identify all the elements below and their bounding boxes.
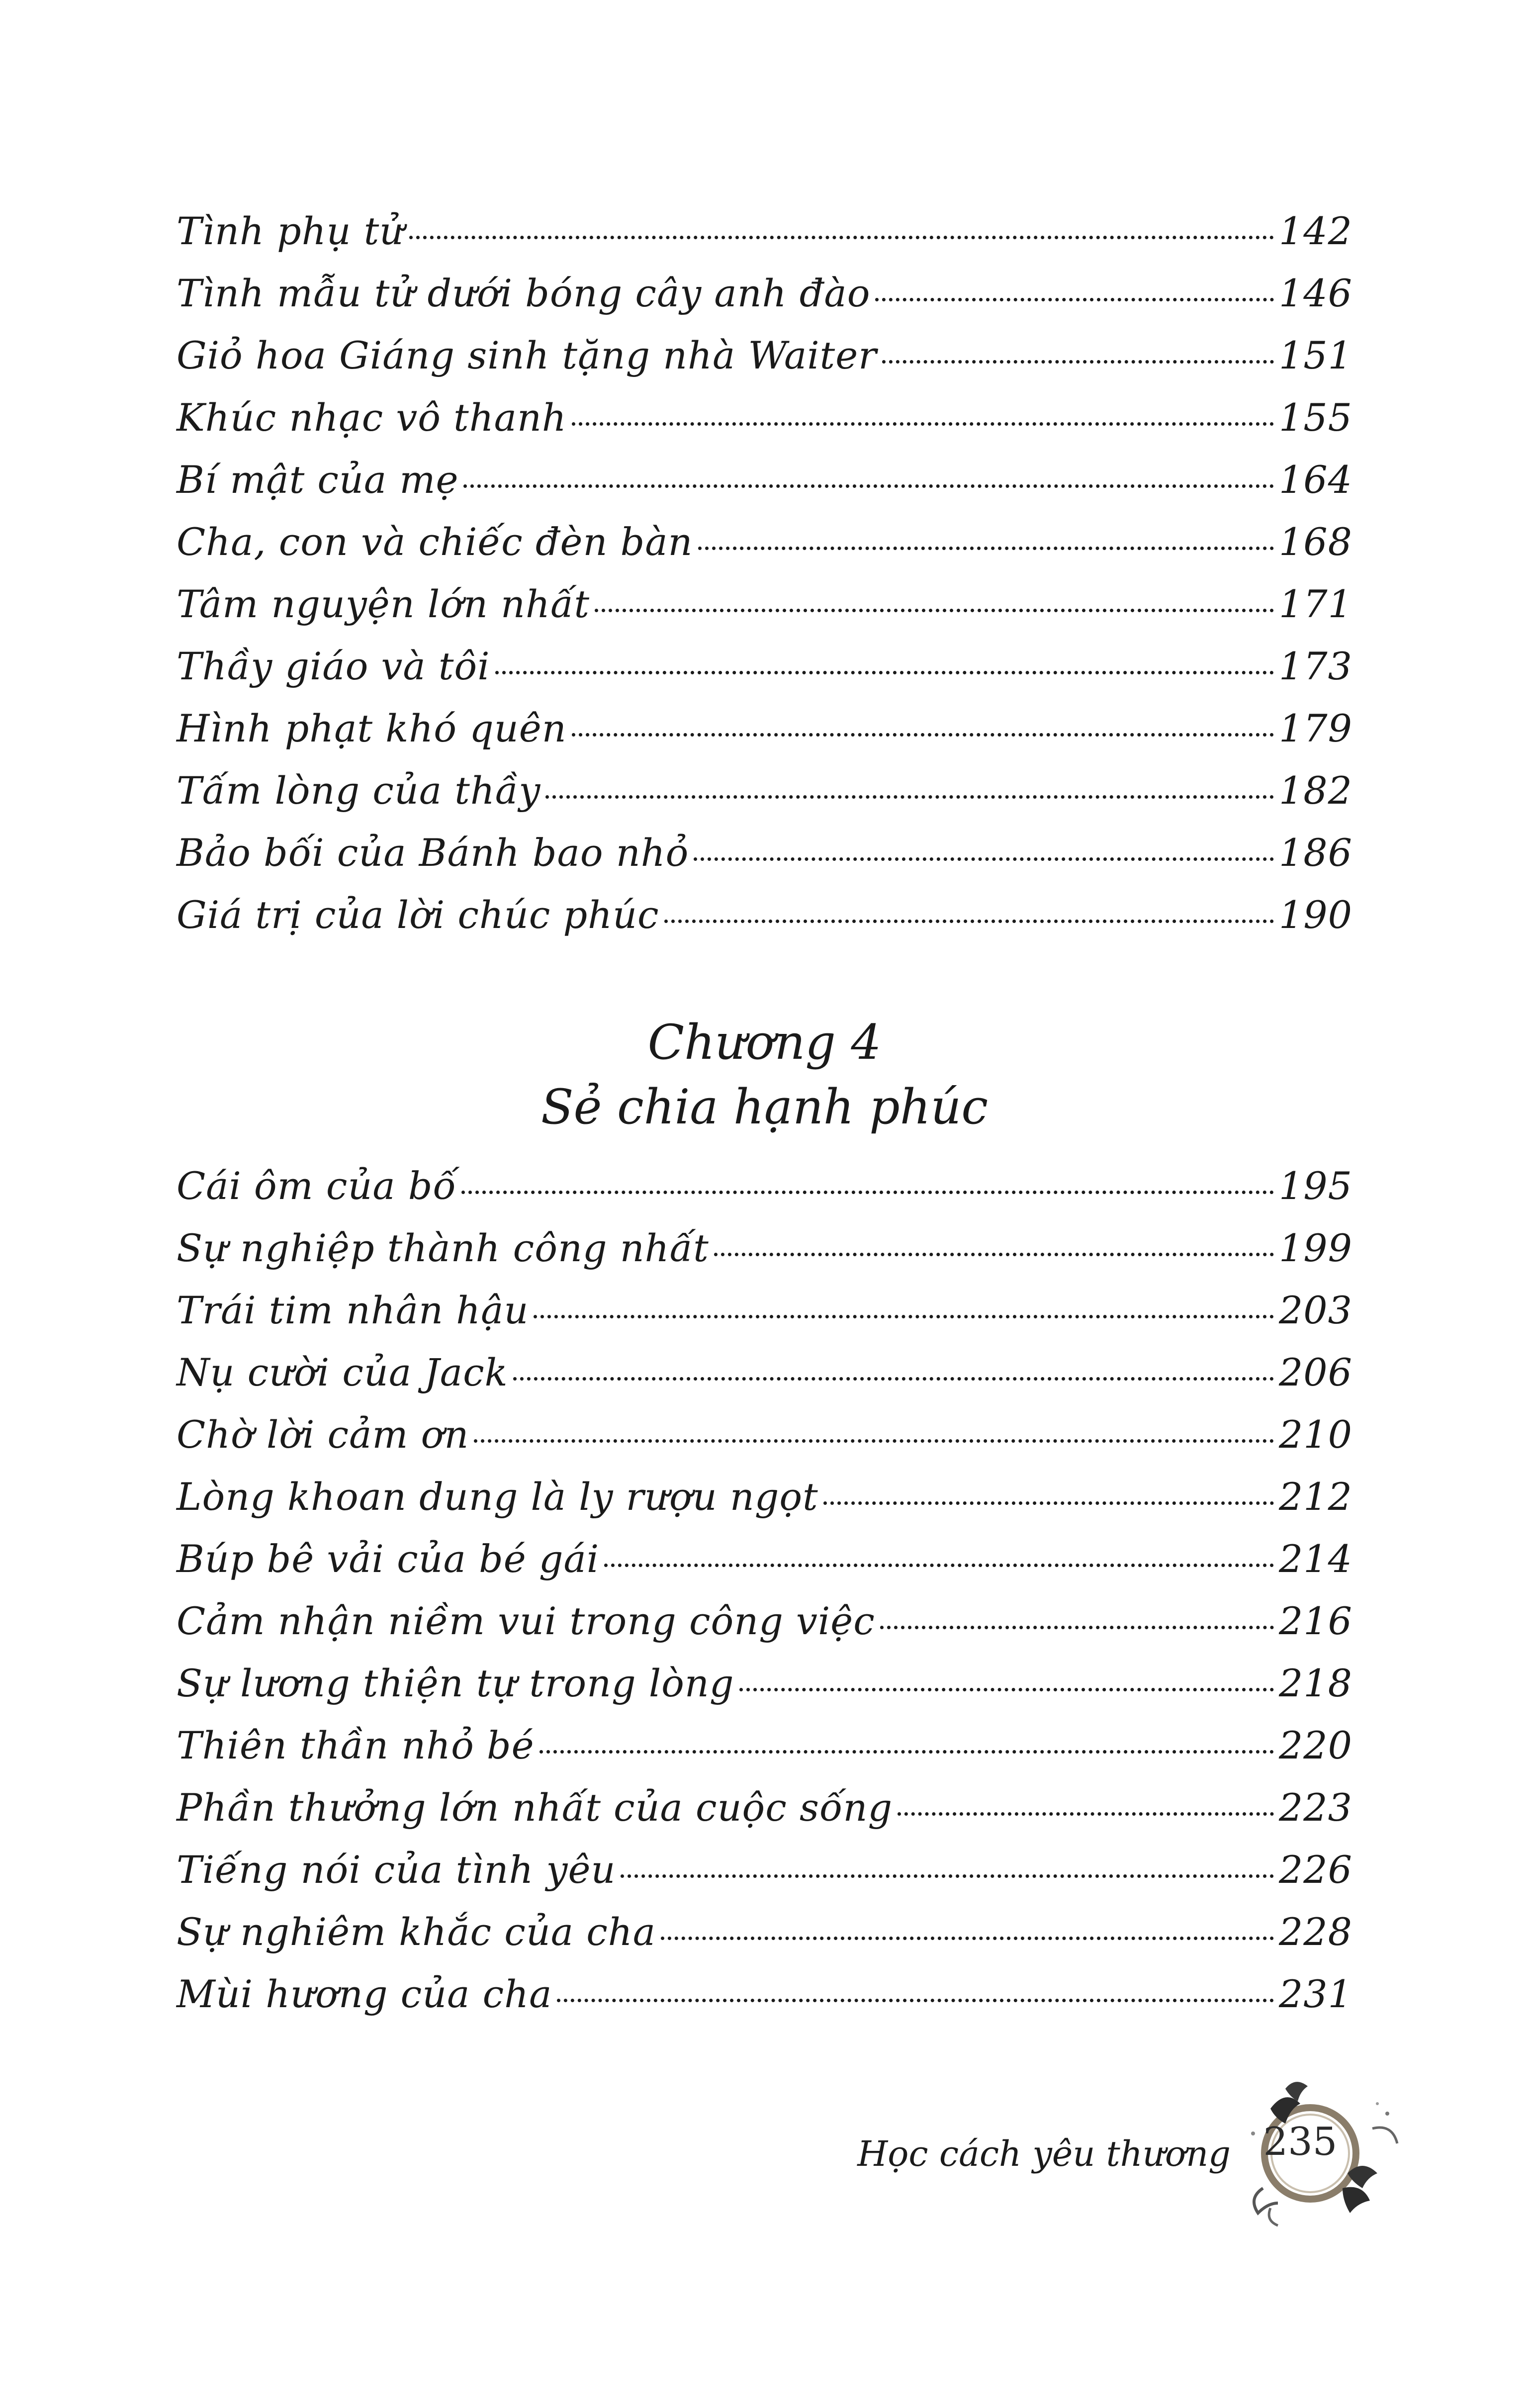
toc-entry-title: Cảm nhận niềm vui trong công việc bbox=[177, 1599, 875, 1643]
toc-entry bbox=[177, 1537, 1352, 1599]
toc-entry-page: 199 bbox=[1278, 1226, 1352, 1270]
toc-entry bbox=[177, 582, 1352, 644]
toc-entry-title: Búp bê vải của bé gái bbox=[177, 1537, 600, 1581]
page-number: 235 bbox=[1263, 2120, 1338, 2164]
chapter-number: Chương 4 bbox=[647, 1015, 882, 1070]
toc-entry-title: Tấm lòng của thầy bbox=[177, 768, 541, 813]
toc-entry-title: Phần thưởng lớn nhất của cuộc sống bbox=[177, 1785, 893, 1830]
footer-book-title: Học cách yêu thương bbox=[857, 2133, 1231, 2174]
toc-entry-title: Cha, con và chiếc đèn bàn bbox=[177, 520, 693, 564]
toc-entry bbox=[177, 1661, 1352, 1723]
toc-entry-page: 142 bbox=[1278, 209, 1352, 253]
toc-entry bbox=[177, 1350, 1352, 1412]
toc-leader-dots bbox=[882, 360, 1274, 364]
toc-entry bbox=[177, 768, 1352, 831]
toc-leader-dots bbox=[661, 1937, 1274, 1940]
toc-leader-dots bbox=[595, 609, 1274, 612]
toc-entry bbox=[177, 1785, 1352, 1848]
chapter-title: Sẻ chia hạnh phúc bbox=[540, 1079, 989, 1135]
toc-entry-page: 173 bbox=[1278, 644, 1352, 688]
toc-entry-page: 228 bbox=[1278, 1910, 1352, 1954]
toc-entry bbox=[177, 1475, 1352, 1537]
toc-entry-page: 223 bbox=[1278, 1785, 1352, 1830]
toc-entry bbox=[177, 1910, 1352, 1972]
toc-entry bbox=[177, 1848, 1352, 1910]
toc-entry-title: Thầy giáo và tôi bbox=[177, 644, 490, 688]
toc-entry bbox=[177, 458, 1352, 520]
toc-entry-page: 179 bbox=[1278, 706, 1352, 750]
toc-entry-page: 231 bbox=[1278, 1972, 1352, 2016]
toc-entry-page: 212 bbox=[1278, 1475, 1352, 1519]
toc-entry-title: Giá trị của lời chúc phúc bbox=[177, 893, 659, 937]
toc-leader-dots bbox=[604, 1564, 1274, 1567]
toc-entry bbox=[177, 1972, 1352, 2034]
toc-leader-dots bbox=[409, 236, 1274, 239]
toc-leader-dots bbox=[461, 1191, 1274, 1194]
toc-entry-title: Lòng khoan dung là ly rượu ngọt bbox=[177, 1475, 818, 1519]
toc-entry-page: 214 bbox=[1278, 1537, 1352, 1581]
toc-leader-dots bbox=[557, 1999, 1273, 2002]
toc-leader-dots bbox=[875, 298, 1273, 301]
toc-leader-dots bbox=[545, 795, 1274, 799]
toc-entry-page: 210 bbox=[1278, 1412, 1352, 1457]
toc-leader-dots bbox=[534, 1315, 1274, 1318]
toc-entry bbox=[177, 644, 1352, 706]
toc-entry-title: Hình phạt khó quên bbox=[177, 706, 567, 750]
toc-entry-title: Bảo bối của Bánh bao nhỏ bbox=[177, 831, 689, 875]
toc-leader-dots bbox=[823, 1501, 1274, 1505]
toc-leader-dots bbox=[621, 1874, 1274, 1878]
toc-entry-page: 220 bbox=[1278, 1723, 1352, 1767]
toc-entry bbox=[177, 1164, 1352, 1226]
toc-entry-title: Tình mẫu tử dưới bóng cây anh đào bbox=[177, 271, 871, 315]
toc-leader-dots bbox=[495, 671, 1274, 674]
toc-entry-page: 216 bbox=[1278, 1599, 1352, 1643]
toc-entry-page: 186 bbox=[1278, 831, 1352, 875]
toc-entry-title: Giỏ hoa Giáng sinh tặng nhà Waiter bbox=[177, 333, 877, 377]
toc-entry-page: 171 bbox=[1278, 582, 1352, 626]
toc-entry bbox=[177, 1599, 1352, 1661]
toc-entry-title: Chờ lời cảm ơn bbox=[177, 1412, 469, 1457]
toc-entry-title: Tiếng nói của tình yêu bbox=[177, 1848, 616, 1892]
toc-section-1 bbox=[177, 209, 1352, 955]
toc-leader-dots bbox=[898, 1812, 1274, 1816]
toc-entry-title: Mùi hương của cha bbox=[177, 1972, 552, 2016]
toc-leader-dots bbox=[572, 422, 1274, 426]
toc-entry-title: Cái ôm của bố bbox=[177, 1164, 457, 1208]
toc-entry bbox=[177, 395, 1352, 458]
toc-entry-title: Sự lương thiện tự trong lòng bbox=[177, 1661, 734, 1705]
toc-entry-title: Bí mật của mẹ bbox=[177, 458, 459, 502]
toc-entry-page: 164 bbox=[1278, 458, 1352, 502]
toc-leader-dots bbox=[698, 547, 1274, 550]
toc-entry-page: 195 bbox=[1278, 1164, 1352, 1208]
toc-entry-page: 151 bbox=[1278, 333, 1352, 377]
toc-entry-title: Sự nghiêm khắc của cha bbox=[177, 1910, 656, 1954]
toc-entry-page: 182 bbox=[1278, 768, 1352, 813]
toc-entry bbox=[177, 1288, 1352, 1350]
toc-entry bbox=[177, 333, 1352, 395]
toc-entry-title: Trái tim nhân hậu bbox=[177, 1288, 529, 1332]
toc-entry bbox=[177, 1226, 1352, 1288]
toc-entry-page: 168 bbox=[1278, 520, 1352, 564]
toc-entry bbox=[177, 831, 1352, 893]
toc-entry bbox=[177, 209, 1352, 271]
toc-entry-page: 203 bbox=[1278, 1288, 1352, 1332]
toc-entry bbox=[177, 1412, 1352, 1475]
toc-leader-dots bbox=[714, 1253, 1274, 1256]
toc-entry-page: 226 bbox=[1278, 1848, 1352, 1892]
toc-entry-page: 146 bbox=[1278, 271, 1352, 315]
toc-leader-dots bbox=[664, 920, 1274, 923]
toc-entry bbox=[177, 706, 1352, 768]
toc-entry-title: Thiên thần nhỏ bé bbox=[177, 1723, 535, 1767]
toc-entry-page: 218 bbox=[1278, 1661, 1352, 1705]
toc-entry-page: 190 bbox=[1278, 893, 1352, 937]
toc-leader-dots bbox=[880, 1626, 1274, 1629]
toc-entry-title: Tình phụ tử bbox=[177, 209, 405, 253]
toc-entry bbox=[177, 271, 1352, 333]
toc-leader-dots bbox=[474, 1439, 1274, 1443]
toc-leader-dots bbox=[694, 857, 1274, 861]
toc-leader-dots bbox=[463, 484, 1274, 488]
toc-entry-title: Tâm nguyện lớn nhất bbox=[177, 582, 590, 626]
toc-entry bbox=[177, 893, 1352, 955]
toc-entry-title: Khúc nhạc vô thanh bbox=[177, 395, 567, 440]
toc-entry-title: Sự nghiệp thành công nhất bbox=[177, 1226, 709, 1270]
toc-entry-title: Nụ cười của Jack bbox=[177, 1350, 508, 1394]
toc-leader-dots bbox=[513, 1377, 1274, 1381]
toc-entry bbox=[177, 520, 1352, 582]
toc-leader-dots bbox=[540, 1750, 1274, 1754]
toc-entry bbox=[177, 1723, 1352, 1785]
toc-leader-dots bbox=[739, 1688, 1274, 1691]
toc-entry-page: 155 bbox=[1278, 395, 1352, 440]
toc-section-2 bbox=[177, 1164, 1352, 2034]
toc-entry-page: 206 bbox=[1278, 1350, 1352, 1394]
toc-leader-dots bbox=[572, 733, 1274, 737]
